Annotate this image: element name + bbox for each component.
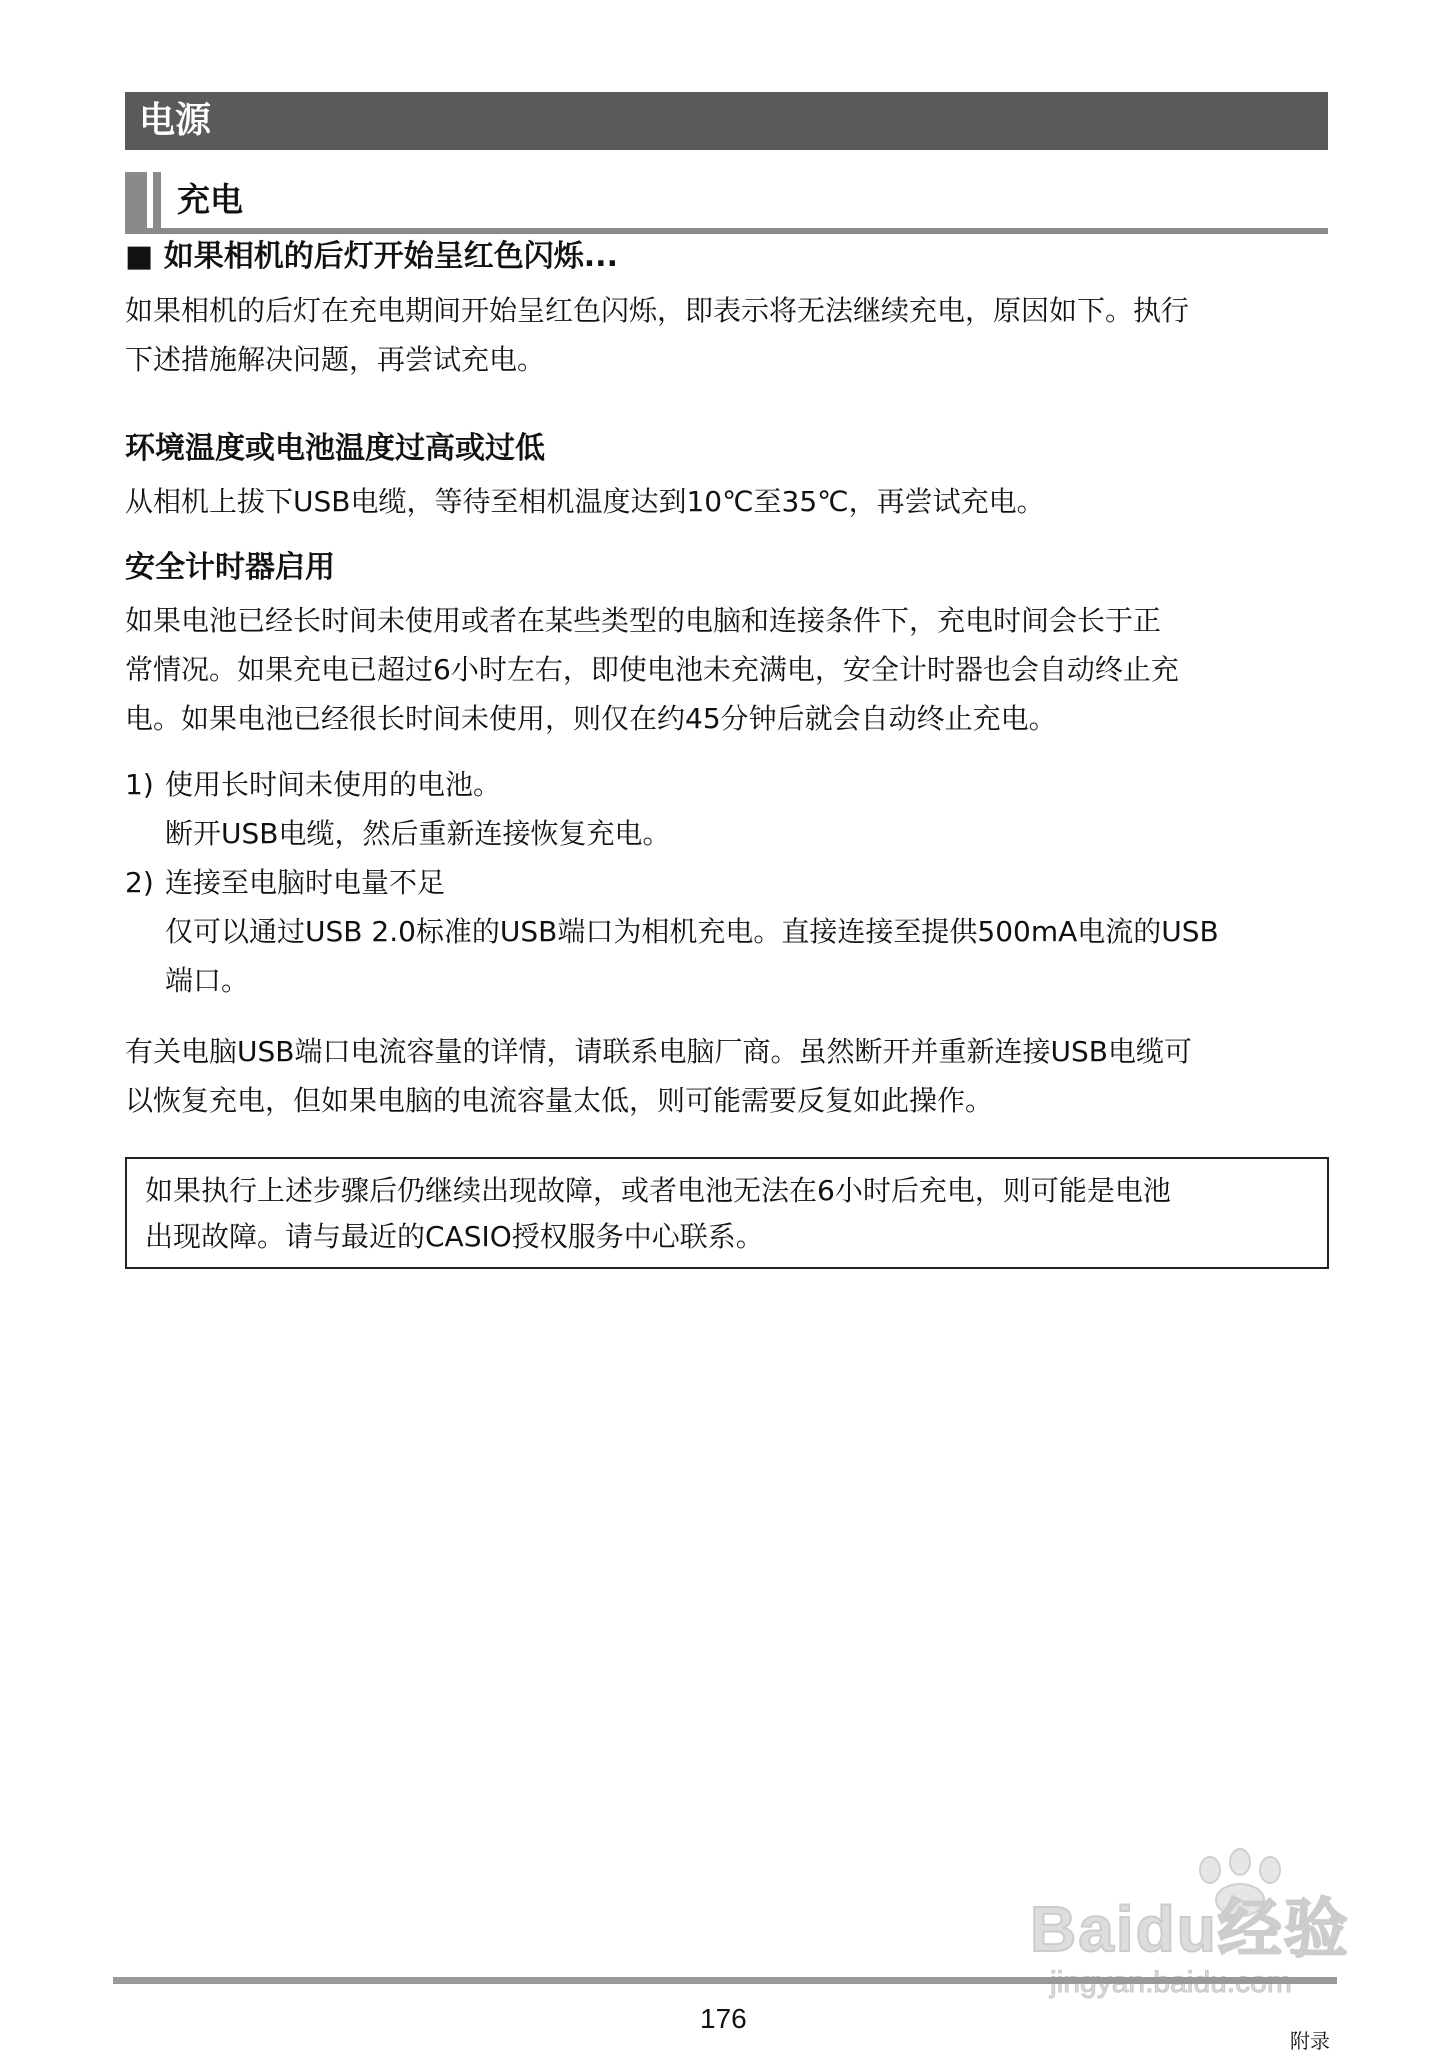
footer-label: 附录: [1290, 2029, 1330, 2053]
paragraph-line: 如果电池已经长时间未使用或者在某些类型的电脑和连接条件下，充电时间会长于正: [125, 604, 1162, 637]
list-item: [125, 858, 1335, 1005]
heading-safety-timer: 安全计时器启用: [125, 550, 335, 585]
paragraph-line: 如果相机的后灯在充电期间开始呈红色闪烁，即表示将无法继续充电，原因如下。执行: [125, 294, 1190, 327]
note-line: 出现故障。请与最近的CASIO授权服务中心联系。: [145, 1220, 764, 1253]
subsection-header: [125, 172, 1328, 234]
paragraph-line: 以恢复充电，但如果电脑的电流容量太低，则可能需要反复如此操作。: [125, 1084, 994, 1117]
heading-back-lamp-flashing: ■ 如果相机的后灯开始呈红色闪烁...: [125, 239, 618, 274]
paragraph-line: 常情况。如果充电已超过6小时左右，即使电池未充满电，安全计时器也会自动终止充: [125, 653, 1179, 686]
list-detail: 仅可以通过USB 2.0标准的USB端口为相机充电。直接连接至提供500mA电流的USB: [165, 915, 1219, 948]
list-title: 连接至电脑时电量不足: [165, 866, 446, 899]
paragraph-line: 有关电脑USB端口电流容量的详情，请联系电脑厂商。虽然断开并重新连接USB电缆可: [125, 1035, 1192, 1068]
paragraph-safety-timer: [125, 596, 1335, 743]
list-detail: 端口。: [165, 964, 250, 997]
list-item: [125, 760, 1335, 858]
paragraph-temperature: [125, 477, 1335, 526]
subsection-underline: [125, 228, 1328, 234]
subsection-marker-thin: [153, 172, 161, 228]
list-title: 使用长时间未使用的电池。: [165, 768, 502, 801]
paragraph-usb-capacity: [125, 1027, 1335, 1125]
list-detail: 断开USB电缆，然后重新连接恢复充电。: [165, 817, 671, 850]
paragraph-line: 下述措施解决问题，再尝试充电。: [125, 343, 546, 376]
watermark-brand: Baidu经验: [1030, 1893, 1350, 1965]
paragraph-intro: [125, 286, 1335, 384]
subsection-title: 充电: [177, 180, 243, 219]
list-number: 2): [125, 866, 154, 899]
note-line: 如果执行上述步骤后仍继续出现故障，或者电池无法在6小时后充电，则可能是电池: [145, 1174, 1171, 1207]
note-box: [125, 1157, 1329, 1269]
heading-temperature: 环境温度或电池温度过高或过低: [125, 431, 545, 466]
section-title: 电源: [139, 100, 212, 141]
paragraph-line: 电。如果电池已经很长时间未使用，则仅在约45分钟后就会自动终止充电。: [125, 702, 1057, 735]
page-number: 176: [700, 2003, 747, 2034]
paragraph-line: 从相机上拔下USB电缆，等待至相机温度达到10℃至35℃，再尝试充电。: [125, 485, 1045, 518]
subsection-marker: [125, 172, 147, 228]
list-number: 1): [125, 768, 154, 801]
section-title-bar: [125, 92, 1328, 150]
footer-rule: [113, 1977, 1337, 1984]
baidu-watermark: [1030, 1848, 1370, 2008]
